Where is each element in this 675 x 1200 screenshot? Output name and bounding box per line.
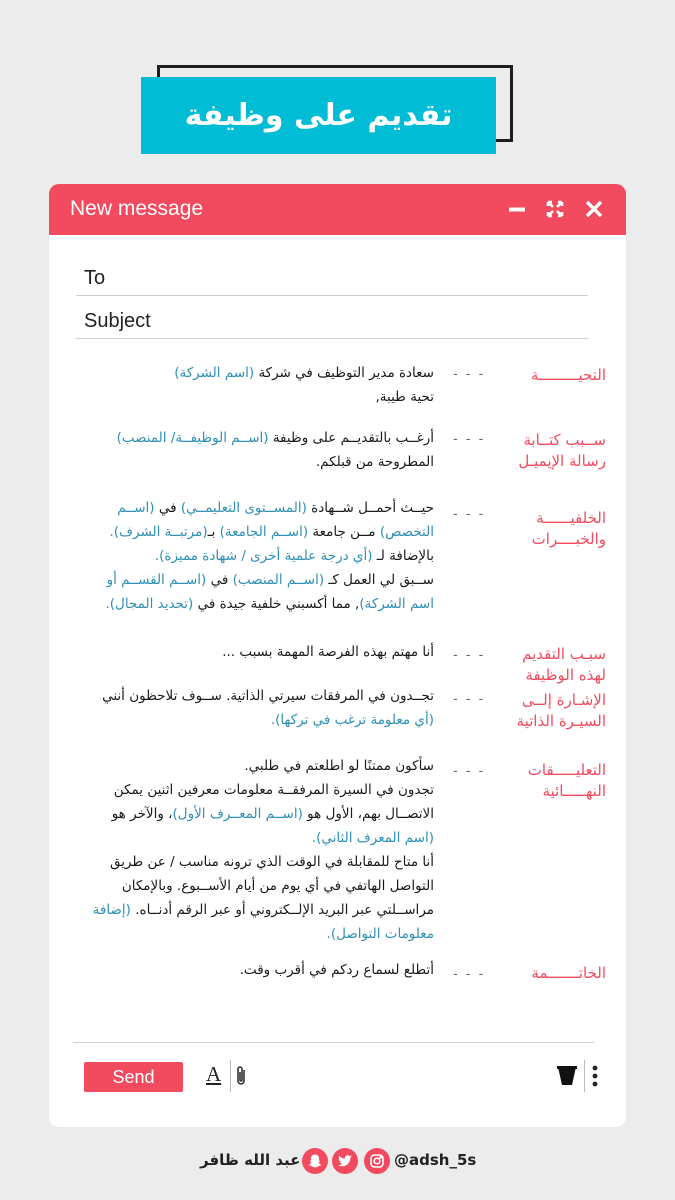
- section-content: [71, 361, 434, 409]
- to-field[interactable]: [76, 258, 588, 296]
- content-line: [71, 898, 434, 922]
- page-banner-title: تقديم على وظيفة: [141, 77, 496, 154]
- body-text: , مما أكسبني خلفية جيدة في: [193, 596, 360, 612]
- placeholder-text: (اســم المعــرف الأول): [172, 806, 303, 822]
- placeholder-text: التخصص): [379, 524, 434, 540]
- content-line: [71, 874, 434, 898]
- compose-titlebar: [49, 184, 626, 235]
- toolbar-separator: [230, 1060, 231, 1092]
- more-options-icon[interactable]: [591, 1064, 599, 1092]
- body-text: تحية طيبة,: [375, 389, 434, 405]
- placeholder-text: (أي درجة علمية أخرى / شهادة مميزة).: [154, 548, 373, 564]
- to-field-label: To: [84, 267, 106, 289]
- content-line: [71, 640, 434, 664]
- content-line: [71, 496, 434, 520]
- placeholder-text: (اســم القســم أو: [106, 572, 207, 588]
- body-text: سعادة مدير التوظيف في شركة: [254, 365, 434, 381]
- content-line: [71, 520, 434, 544]
- body-text: في: [206, 572, 233, 588]
- content-line: [71, 708, 434, 732]
- placeholder-text: (اسم المعرف الثاني).: [311, 830, 434, 846]
- toolbar-divider: [73, 1042, 594, 1043]
- content-line: [71, 426, 434, 450]
- section-label: الإشـارة إلــى السيـرة الذاتية: [516, 691, 606, 730]
- subject-field[interactable]: [76, 301, 588, 339]
- content-line: [71, 778, 434, 802]
- placeholder-text: معلومات التواصل).: [326, 926, 434, 942]
- twitter-icon[interactable]: [332, 1148, 358, 1174]
- body-text: مــن جامعة: [308, 524, 380, 540]
- author-name: عبد الله ظافر: [200, 1151, 301, 1169]
- social-handle: @adsh_5s: [394, 1151, 477, 1169]
- placeholder-text: (إضافة: [92, 902, 131, 918]
- placeholder-text: اسم الشركة): [359, 596, 434, 612]
- body-text: ســبق لي العمل كـ: [324, 572, 434, 588]
- content-line: [71, 385, 434, 409]
- close-icon[interactable]: [582, 197, 606, 221]
- send-button[interactable]: Send: [84, 1062, 183, 1092]
- section-dash: - - -: [453, 507, 486, 522]
- section-content: [71, 958, 434, 982]
- body-text: بالإضافة لـ: [372, 548, 434, 564]
- body-text: بـ: [207, 524, 220, 540]
- trash-icon[interactable]: [556, 1065, 578, 1091]
- snapchat-icon[interactable]: [302, 1148, 328, 1174]
- body-text: أتطلع لسماع ردكم في أقرب وقت.: [239, 962, 434, 978]
- content-line: [71, 684, 434, 708]
- placeholder-text: (اســم المنصب): [232, 572, 325, 588]
- body-text: التواصل الهاتفي في أي يوم من أيام الأســبوع. وبالإمكان: [121, 878, 434, 894]
- content-line: [71, 544, 434, 568]
- section-content: [71, 754, 434, 946]
- section-content: [71, 496, 434, 616]
- window-title: New message: [70, 197, 204, 220]
- section-dash: - - -: [453, 764, 486, 779]
- body-text: تجــدون في المرفقات سيرتي الذاتية. ســوف تلاحظون أنني: [102, 688, 434, 704]
- toolbar-separator-right: [584, 1060, 585, 1092]
- section-content: [71, 426, 434, 474]
- placeholder-text: (اســم: [117, 500, 155, 516]
- expand-icon[interactable]: [543, 197, 567, 221]
- section-label: الخلفيــــــة والخبــــرات: [531, 509, 606, 548]
- section-dash: - - -: [453, 648, 486, 663]
- placeholder-text: (اسم الشركة): [174, 365, 255, 381]
- placeholder-text: (اســم الجامعة): [219, 524, 309, 540]
- content-line: [71, 568, 434, 592]
- placeholder-text: (مرتبــة الشرف).: [109, 524, 208, 540]
- body-text: أرغــب بالتقديــم على وظيفة: [268, 430, 434, 446]
- section-label: ســبب كتــابة رسالة الإيميـل: [518, 431, 606, 470]
- section-label: التحيـــــــــة: [530, 366, 606, 384]
- body-text: في: [154, 500, 181, 516]
- text-format-button[interactable]: A: [206, 1062, 222, 1086]
- body-text: حيــث أحمــل شــهادة: [306, 500, 434, 516]
- body-text: المطروحة من قبلكم.: [315, 454, 434, 470]
- body-text: تجدون في السيرة المرفقــة معلومات معرفين اثنين يمكن: [113, 782, 434, 798]
- content-line: [71, 802, 434, 826]
- compose-window: [49, 184, 626, 1127]
- subject-field-label: Subject: [84, 310, 151, 332]
- section-content: [71, 684, 434, 732]
- section-label: سبـب التقديم لهذه الوظيفة: [522, 645, 606, 684]
- body-text: سأكون ممتنًا لو اطلعتم في طلبي.: [244, 758, 434, 774]
- content-line: [71, 592, 434, 616]
- content-line: [71, 826, 434, 850]
- content-line: [71, 754, 434, 778]
- section-dash: - - -: [453, 432, 486, 447]
- section-label: التعليـــــقات النهـــــائية: [527, 761, 606, 800]
- placeholder-text: (تحديد المجال).: [105, 596, 194, 612]
- placeholder-text: (المســتوى التعليمــي): [180, 500, 307, 516]
- body-text: أنا متاح للمقابلة في الوقت الذي ترونه مناسب / عن طريق: [109, 854, 434, 870]
- content-line: [71, 922, 434, 946]
- attach-icon[interactable]: [233, 1064, 249, 1092]
- instagram-icon[interactable]: [364, 1148, 390, 1174]
- body-text: ، والآخر هو: [111, 806, 173, 822]
- body-text: أنا مهتم بهذه الفرصة المهمة بسبب ...: [222, 644, 434, 660]
- footer: [0, 1145, 675, 1177]
- section-content: [71, 640, 434, 664]
- content-line: [71, 958, 434, 982]
- section-dash: - - -: [453, 367, 486, 382]
- content-line: [71, 361, 434, 385]
- body-text: الاتصــال بهم، الأول هو: [302, 806, 434, 822]
- content-line: [71, 450, 434, 474]
- placeholder-text: (اســم الوظيفــة/ المنصب): [116, 430, 269, 446]
- section-dash: - - -: [453, 967, 486, 982]
- minimize-icon[interactable]: [505, 197, 529, 221]
- section-label: الخاتـــــــمة: [531, 964, 606, 982]
- placeholder-text: (أي معلومة ترغب في تركها).: [270, 712, 434, 728]
- body-text: مراســلتي عبر البريد الإلــكتروني أو عبر الرقم أدنــاه.: [130, 902, 434, 918]
- section-dash: - - -: [453, 692, 486, 707]
- content-line: [71, 850, 434, 874]
